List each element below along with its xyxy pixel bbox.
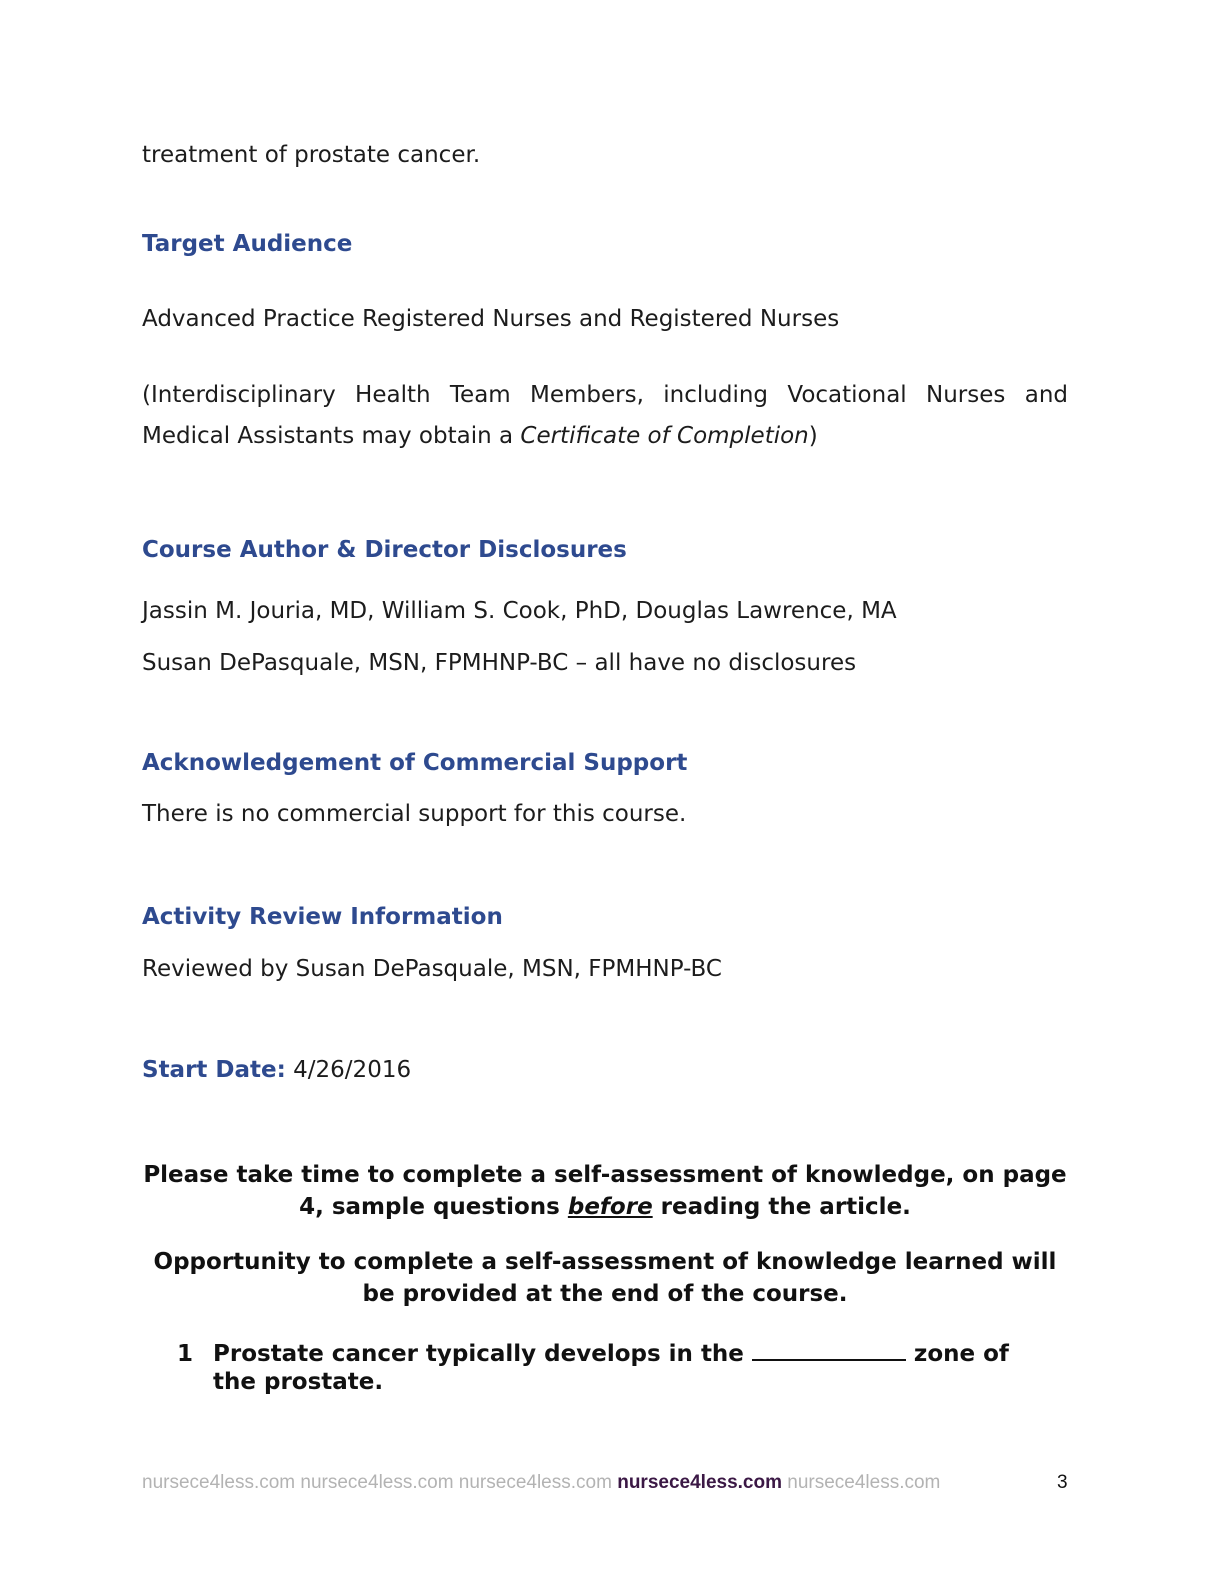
activity-review-heading: Activity Review Information xyxy=(142,904,503,930)
self-assessment-followup: Opportunity to complete a self-assessment of knowledge learned will be provided at the end of the course. xyxy=(153,1249,1057,1307)
commercial-support-heading: Acknowledgement of Commercial Support xyxy=(142,750,688,776)
start-date xyxy=(142,1057,411,1085)
watermark-text-end: nursece4less.com xyxy=(781,1472,941,1493)
watermark-brand: nursece4less.com xyxy=(617,1472,782,1493)
continuation-text: treatment of prostate cancer. xyxy=(142,142,481,168)
target-audience-line: Advanced Practice Registered Nurses and Registered Nurses xyxy=(142,306,840,332)
instruction-text-end: reading the article. xyxy=(652,1194,911,1220)
footer-watermark xyxy=(142,1472,940,1494)
instruction-emphasis: before xyxy=(567,1194,653,1220)
question-number: 1 xyxy=(177,1341,194,1367)
answer-blank xyxy=(752,1341,906,1361)
note-emphasis: Certificate of Completion xyxy=(520,423,809,449)
note-close: ) xyxy=(808,423,818,449)
watermark-text: nursece4less.com nursece4less.com nursece4less.com xyxy=(142,1472,618,1493)
page-number: 3 xyxy=(1057,1472,1068,1493)
note-text: (Interdisciplinary Health Team Members, including Vocational Nurses and Medical Assistants may obtain a xyxy=(142,382,1068,449)
start-date-value: 4/26/2016 xyxy=(293,1057,412,1083)
activity-review-text: Reviewed by Susan DePasquale, MSN, FPMHNP-BC xyxy=(142,956,722,982)
commercial-support-text: There is no commercial support for this course. xyxy=(142,801,687,827)
question-stem: Prostate cancer typically develops in the xyxy=(213,1341,752,1367)
disclosures-line-1: Jassin M. Jouria, MD, William S. Cook, PhD, Douglas Lawrence, MA xyxy=(142,598,897,624)
instruction-text: Please take time to complete a self-assessment of knowledge, on page 4, sample questions xyxy=(143,1162,1067,1220)
question-stem-end: zone of the prostate. xyxy=(213,1341,1009,1395)
disclosures-line-2: Susan DePasquale, MSN, FPMHNP-BC – all have no disclosures xyxy=(142,650,857,676)
self-assessment-instruction xyxy=(142,1159,1068,1223)
target-audience-note xyxy=(142,375,1068,457)
disclosures-heading: Course Author & Director Disclosures xyxy=(142,537,627,563)
question-text xyxy=(213,1340,1053,1396)
start-date-label: Start Date: xyxy=(142,1057,286,1083)
target-audience-heading: Target Audience xyxy=(142,231,353,257)
